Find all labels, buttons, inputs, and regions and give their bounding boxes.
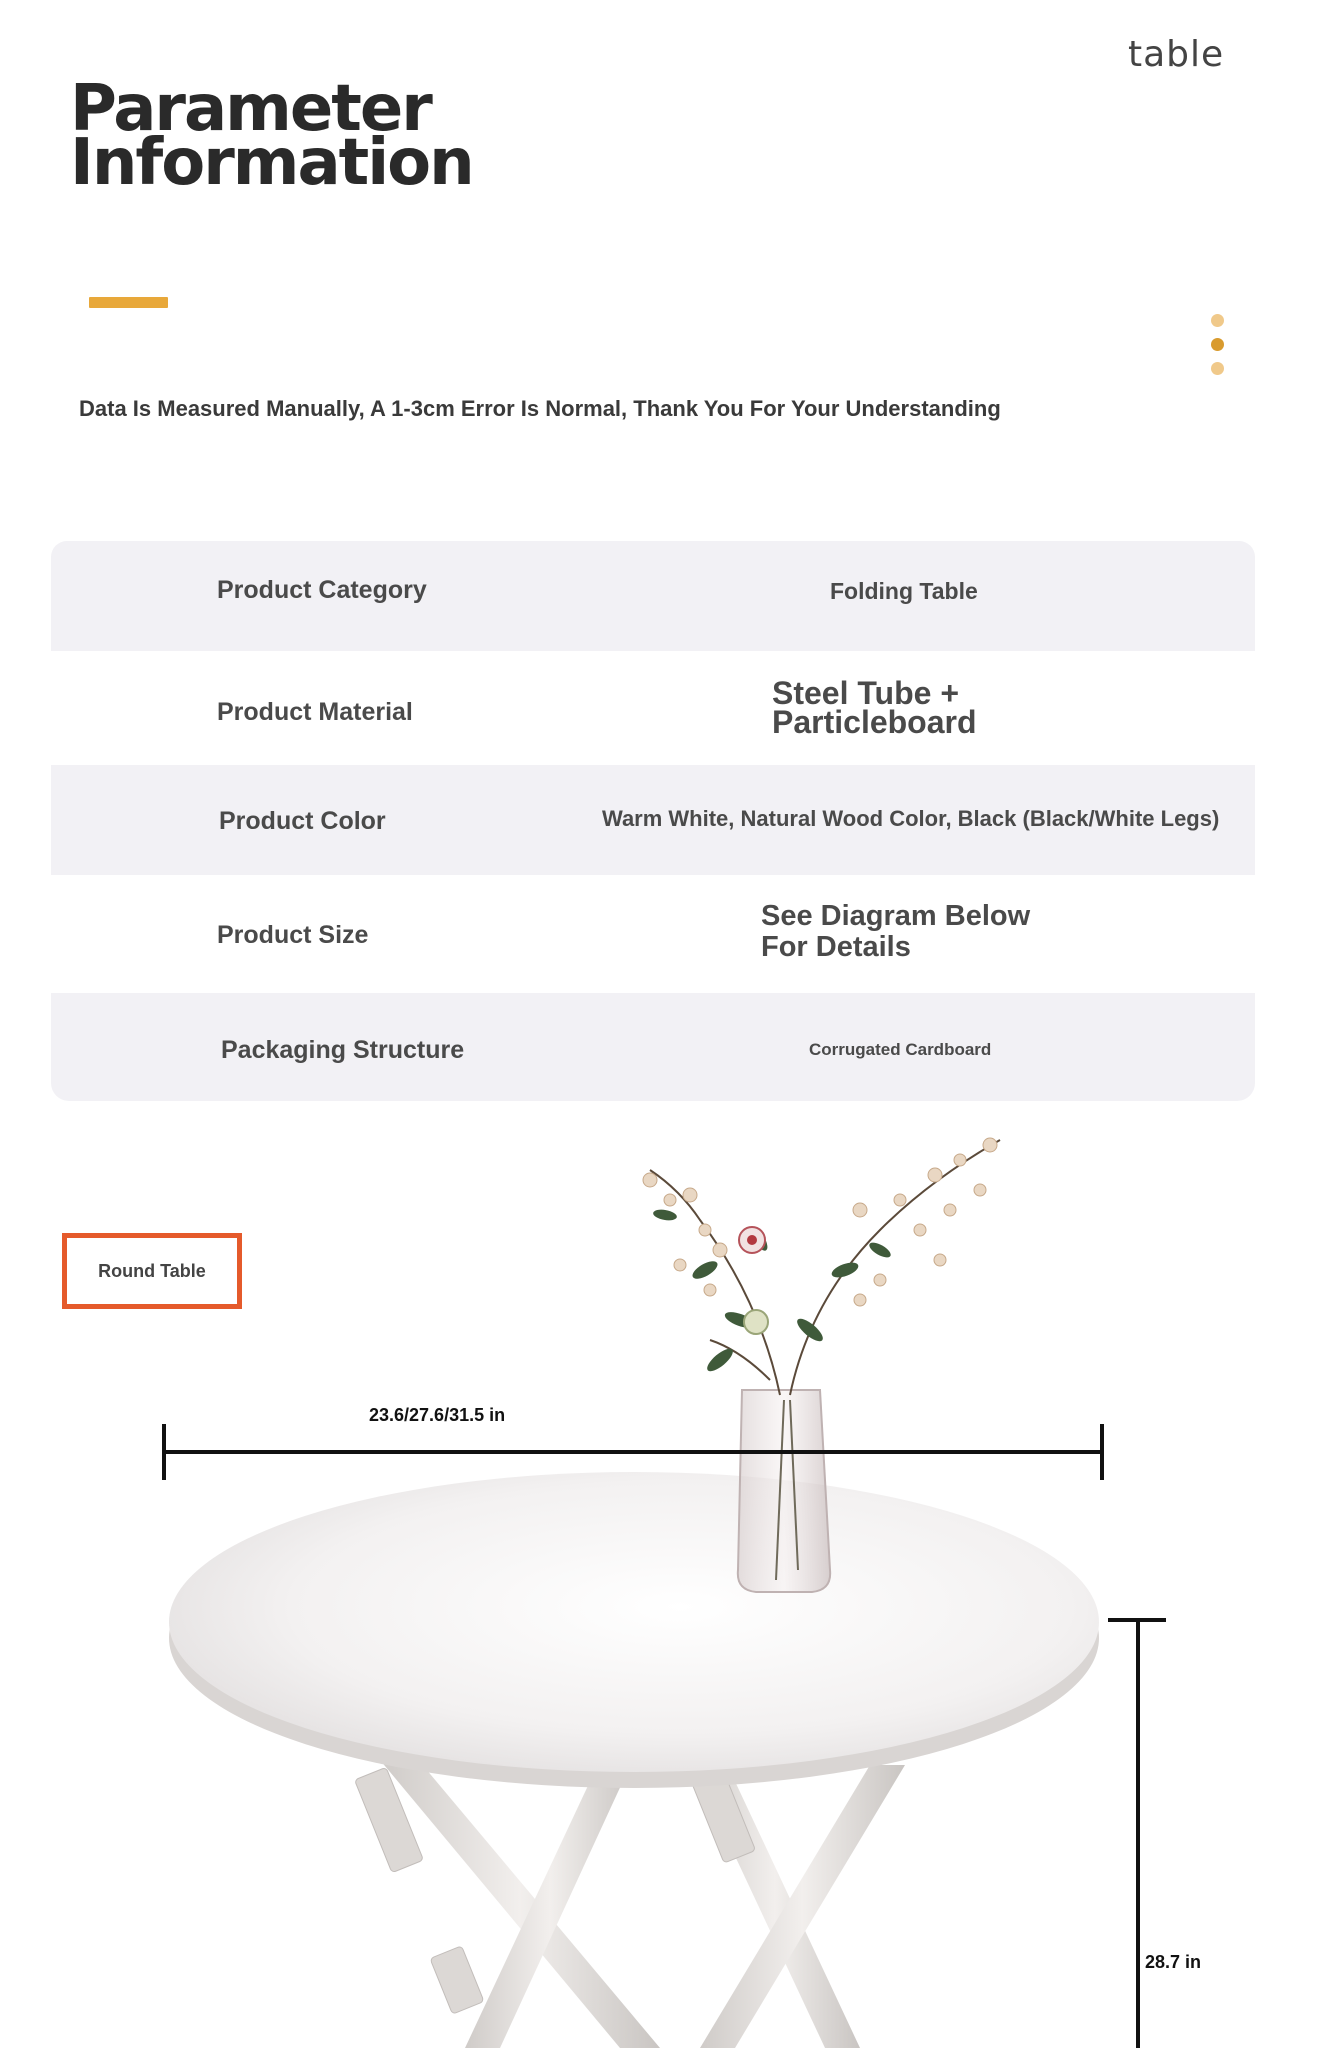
table-row <box>51 541 1255 651</box>
param-label: Product Color <box>219 807 386 835</box>
param-label: Packaging Structure <box>221 1036 465 1064</box>
table-row <box>51 651 1255 765</box>
table-top <box>169 1472 1099 1772</box>
param-value: Warm White, Natural Wood Color, Black (Black/White Legs) <box>602 806 1220 831</box>
table-row <box>51 993 1255 1101</box>
round-table-tag: Round Table <box>62 1233 242 1309</box>
table-legs <box>355 1750 905 2048</box>
width-dimension-line <box>164 1424 1102 1480</box>
param-value <box>761 901 1030 963</box>
width-label: 23.6/27.6/31.5 in <box>369 1405 506 1425</box>
param-value-line: Particleboard <box>772 704 977 740</box>
param-label: Product Material <box>217 698 413 726</box>
flower-branches <box>643 1138 1000 1395</box>
table-row <box>51 765 1255 875</box>
title-line-2: Information <box>70 126 473 200</box>
dot-icon <box>1211 338 1224 351</box>
title-line-1: Parameter <box>70 72 431 146</box>
dot-icon <box>1211 314 1224 327</box>
height-label: 28.7 in <box>1145 1952 1202 1972</box>
dot-icon <box>1211 362 1224 375</box>
table-row <box>51 875 1255 993</box>
corner-word: table <box>1128 34 1225 75</box>
accent-bar <box>89 297 168 308</box>
param-value-line: For Details <box>761 931 911 963</box>
page-title <box>70 72 473 200</box>
decorative-dots <box>1209 314 1225 380</box>
param-label: Product Category <box>217 576 427 604</box>
param-value-line: Steel Tube + <box>772 675 960 711</box>
param-label: Product Size <box>217 921 369 949</box>
measurement-notice: Data Is Measured Manually, A 1-3cm Error Is Normal, Thank You For Your Understanding <box>79 396 1001 421</box>
param-value: Corrugated Cardboard <box>809 1040 992 1059</box>
param-value: Folding Table <box>830 578 978 604</box>
param-value <box>772 675 977 740</box>
param-value-line: See Diagram Below <box>761 900 1031 932</box>
parameter-table <box>51 541 1255 1101</box>
vase <box>738 1390 830 1592</box>
height-dimension-line <box>1108 1620 1166 2048</box>
